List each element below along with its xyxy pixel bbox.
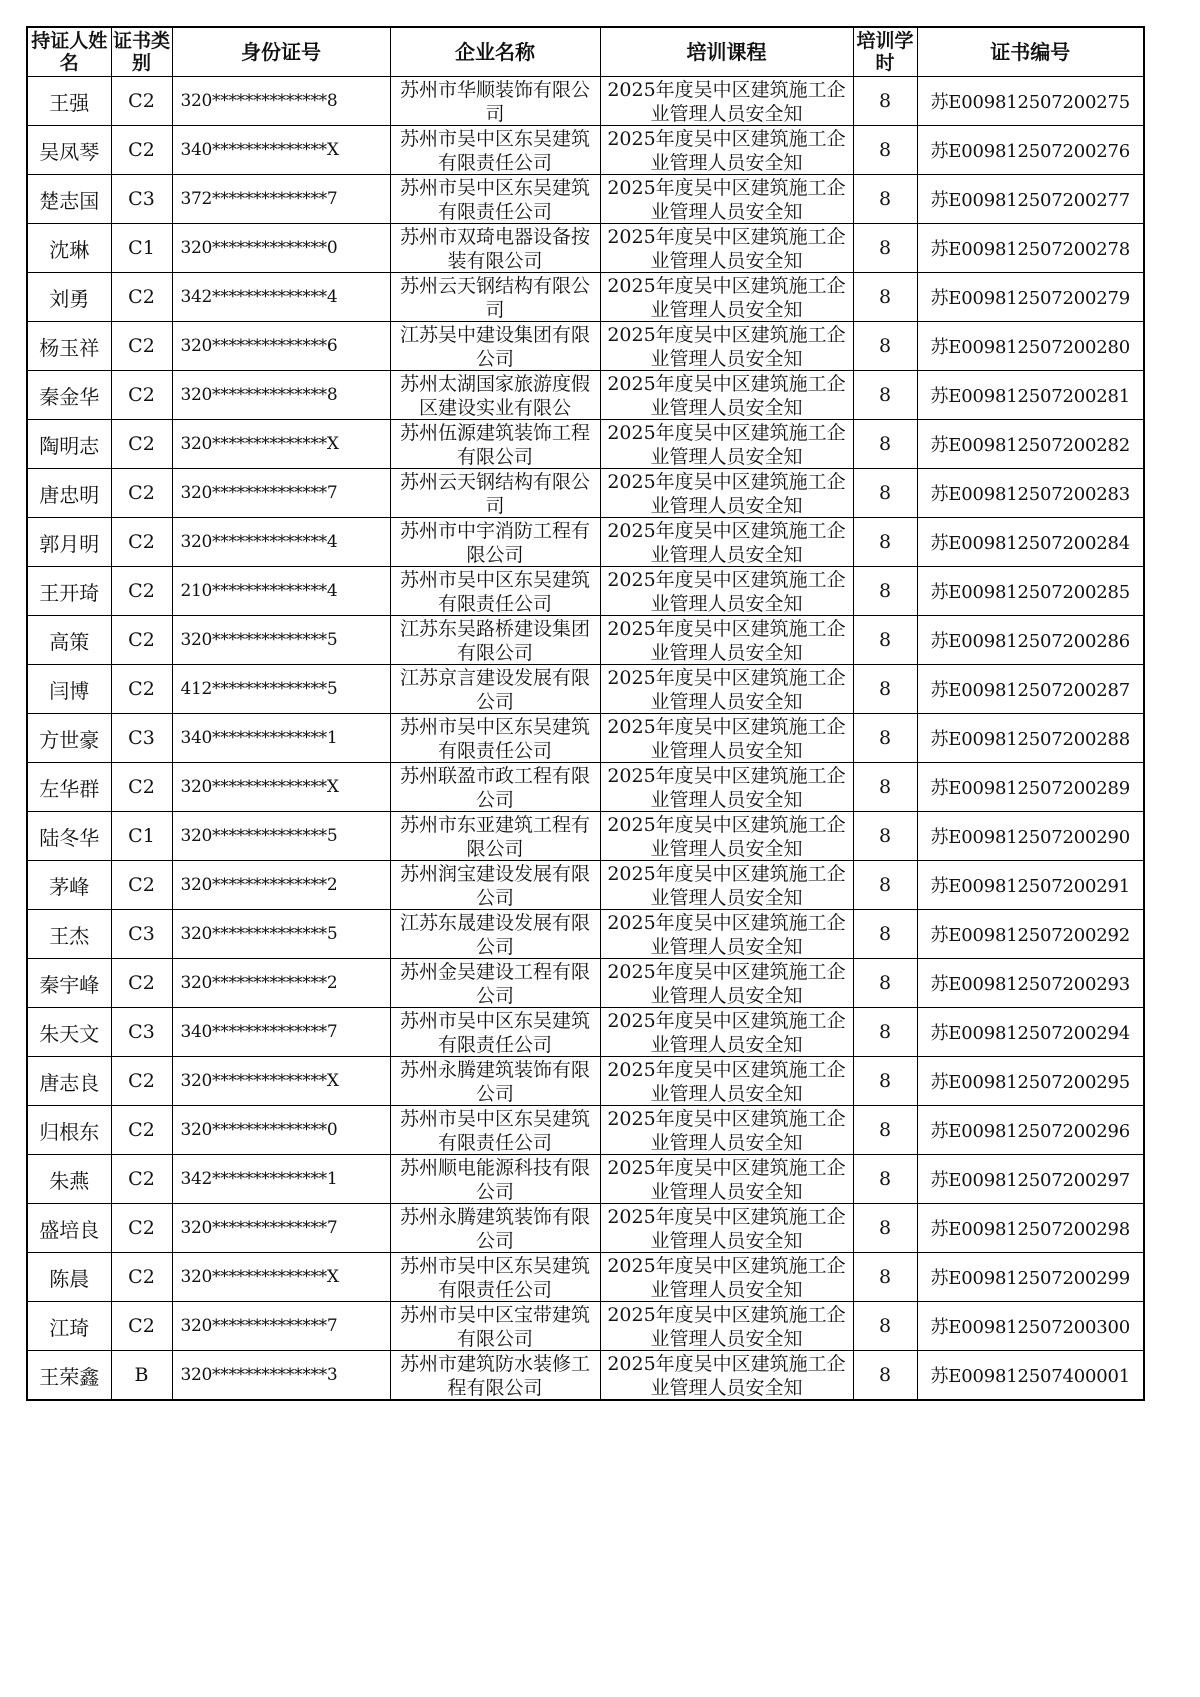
cell-cert-type: C2 (111, 126, 172, 175)
cell-course-text: 2025年度吴中区建筑施工企业管理人员安全知 (607, 666, 846, 712)
cell-name: 陶明志 (27, 420, 111, 469)
cell-name: 陈晨 (27, 1253, 111, 1302)
cell-hours: 8 (853, 77, 917, 126)
cell-cert-type: C3 (111, 1008, 172, 1057)
cell-company-text: 苏州太湖国家旅游度假区建设实业有限公 (399, 372, 590, 418)
cell-course (600, 910, 853, 959)
cell-course-text: 2025年度吴中区建筑施工企业管理人员安全知 (607, 519, 846, 565)
cell-cert-type: C2 (111, 322, 172, 371)
cell-name: 高策 (27, 616, 111, 665)
table-row (27, 322, 1144, 371)
cell-cert-number: 苏E009812507200276 (917, 126, 1144, 175)
cell-course-text: 2025年度吴中区建筑施工企业管理人员安全知 (607, 960, 846, 1006)
cell-id-number: 412**************5 (172, 665, 390, 714)
cell-company-text: 苏州市吴中区东吴建筑有限责任公司 (399, 715, 590, 761)
cell-course-text: 2025年度吴中区建筑施工企业管理人员安全知 (607, 715, 846, 761)
cell-course-text: 2025年度吴中区建筑施工企业管理人员安全知 (607, 372, 846, 418)
cell-name: 沈琳 (27, 224, 111, 273)
cell-name: 吴凤琴 (27, 126, 111, 175)
cell-course-text: 2025年度吴中区建筑施工企业管理人员安全知 (607, 764, 846, 810)
cell-company-text: 江苏吴中建设集团有限公司 (399, 323, 590, 369)
cell-company (390, 1057, 600, 1106)
cell-cert-type: C3 (111, 910, 172, 959)
cell-id-number: 320**************X (172, 420, 390, 469)
cell-company-text: 苏州伍源建筑装饰工程有限公司 (399, 421, 590, 467)
cell-hours: 8 (853, 910, 917, 959)
cell-cert-type: C2 (111, 567, 172, 616)
cell-cert-number: 苏E009812507200291 (917, 861, 1144, 910)
table-header (27, 27, 1144, 77)
cell-cert-number: 苏E009812507200297 (917, 1155, 1144, 1204)
cell-course (600, 224, 853, 273)
cell-cert-number: 苏E009812507200278 (917, 224, 1144, 273)
table-row (27, 224, 1144, 273)
cell-company-text: 苏州市吴中区东吴建筑有限责任公司 (399, 127, 590, 173)
cell-company (390, 665, 600, 714)
cell-company-text: 苏州市吴中区东吴建筑有限责任公司 (399, 568, 590, 614)
cell-course-text: 2025年度吴中区建筑施工企业管理人员安全知 (607, 421, 846, 467)
table-row (27, 1155, 1144, 1204)
cell-hours: 8 (853, 322, 917, 371)
cell-name: 郭月明 (27, 518, 111, 567)
cell-company-text: 苏州市中宇消防工程有限公司 (399, 519, 590, 565)
cell-cert-type: C2 (111, 763, 172, 812)
header-company: 企业名称 (390, 27, 600, 77)
cell-company-text: 江苏京言建设发展有限公司 (399, 666, 590, 712)
table-body (27, 77, 1144, 1401)
cell-course-text: 2025年度吴中区建筑施工企业管理人员安全知 (607, 1107, 846, 1153)
table-row (27, 126, 1144, 175)
cell-company (390, 714, 600, 763)
cell-cert-number: 苏E009812507200296 (917, 1106, 1144, 1155)
table-row (27, 861, 1144, 910)
cell-course-text: 2025年度吴中区建筑施工企业管理人员安全知 (607, 176, 846, 222)
cell-hours: 8 (853, 1253, 917, 1302)
table-row (27, 812, 1144, 861)
header-hours: 培训学时 (853, 27, 917, 77)
cell-cert-number: 苏E009812507200275 (917, 77, 1144, 126)
cell-hours: 8 (853, 616, 917, 665)
cell-id-number: 320**************8 (172, 371, 390, 420)
cell-name: 江琦 (27, 1302, 111, 1351)
cell-cert-type: C2 (111, 665, 172, 714)
cell-id-number: 320**************X (172, 1057, 390, 1106)
cell-course-text: 2025年度吴中区建筑施工企业管理人员安全知 (607, 127, 846, 173)
cell-cert-number: 苏E009812507200286 (917, 616, 1144, 665)
cell-cert-number: 苏E009812507400001 (917, 1351, 1144, 1401)
cell-name: 王杰 (27, 910, 111, 959)
cell-course (600, 469, 853, 518)
cell-course-text: 2025年度吴中区建筑施工企业管理人员安全知 (607, 225, 846, 271)
cell-hours: 8 (853, 861, 917, 910)
cell-company-text: 苏州金吴建设工程有限公司 (399, 960, 590, 1006)
cell-company (390, 812, 600, 861)
cell-company (390, 1302, 600, 1351)
table-row (27, 1253, 1144, 1302)
cell-hours: 8 (853, 1302, 917, 1351)
cell-hours: 8 (853, 665, 917, 714)
cell-name: 归根东 (27, 1106, 111, 1155)
cell-company (390, 1008, 600, 1057)
cell-course-text: 2025年度吴中区建筑施工企业管理人员安全知 (607, 568, 846, 614)
cell-cert-number: 苏E009812507200290 (917, 812, 1144, 861)
cell-name: 杨玉祥 (27, 322, 111, 371)
cell-company-text: 苏州云天钢结构有限公司 (399, 470, 590, 516)
cell-hours: 8 (853, 1106, 917, 1155)
cell-cert-type: C1 (111, 812, 172, 861)
cell-company (390, 224, 600, 273)
cell-course (600, 714, 853, 763)
cell-company-text: 苏州市东亚建筑工程有限公司 (399, 813, 590, 859)
cell-course (600, 763, 853, 812)
table-row (27, 273, 1144, 322)
cell-company-text: 苏州润宝建设发展有限公司 (399, 862, 590, 908)
cell-name: 刘勇 (27, 273, 111, 322)
cell-cert-type: C2 (111, 273, 172, 322)
cell-hours: 8 (853, 1008, 917, 1057)
cell-company-text: 江苏东晟建设发展有限公司 (399, 911, 590, 957)
cell-course-text: 2025年度吴中区建筑施工企业管理人员安全知 (607, 1254, 846, 1300)
cell-cert-type: C2 (111, 1057, 172, 1106)
cell-cert-number: 苏E009812507200282 (917, 420, 1144, 469)
cell-name: 秦宇峰 (27, 959, 111, 1008)
cell-id-number: 340**************7 (172, 1008, 390, 1057)
cell-cert-number: 苏E009812507200289 (917, 763, 1144, 812)
cell-hours: 8 (853, 224, 917, 273)
cell-course-text: 2025年度吴中区建筑施工企业管理人员安全知 (607, 274, 846, 320)
cell-company (390, 616, 600, 665)
cell-cert-number: 苏E009812507200283 (917, 469, 1144, 518)
cell-company-text: 苏州永腾建筑装饰有限公司 (399, 1058, 590, 1104)
cell-course (600, 175, 853, 224)
cell-course-text: 2025年度吴中区建筑施工企业管理人员安全知 (607, 1058, 846, 1104)
cell-course (600, 1155, 853, 1204)
cell-name: 方世豪 (27, 714, 111, 763)
cell-hours: 8 (853, 371, 917, 420)
table-row (27, 77, 1144, 126)
cell-company-text: 苏州市吴中区东吴建筑有限责任公司 (399, 176, 590, 222)
cell-course-text: 2025年度吴中区建筑施工企业管理人员安全知 (607, 323, 846, 369)
table-row (27, 1008, 1144, 1057)
cell-id-number: 320**************3 (172, 1351, 390, 1401)
table-row (27, 665, 1144, 714)
cell-name: 左华群 (27, 763, 111, 812)
cell-company-text: 苏州永腾建筑装饰有限公司 (399, 1205, 590, 1251)
cell-course (600, 616, 853, 665)
cell-company (390, 1204, 600, 1253)
cell-name: 楚志国 (27, 175, 111, 224)
cell-cert-type: C3 (111, 175, 172, 224)
cell-course (600, 1106, 853, 1155)
cell-company (390, 420, 600, 469)
cell-course (600, 861, 853, 910)
cell-hours: 8 (853, 1057, 917, 1106)
cell-name: 王开琦 (27, 567, 111, 616)
cell-name: 盛培良 (27, 1204, 111, 1253)
cell-course (600, 77, 853, 126)
cell-id-number: 320**************7 (172, 1302, 390, 1351)
cell-company-text: 苏州联盈市政工程有限公司 (399, 764, 590, 810)
header-course: 培训课程 (600, 27, 853, 77)
cell-hours: 8 (853, 420, 917, 469)
cell-company (390, 1351, 600, 1401)
cell-cert-number: 苏E009812507200279 (917, 273, 1144, 322)
cell-cert-type: C2 (111, 1302, 172, 1351)
table-row (27, 1106, 1144, 1155)
cell-id-number: 320**************4 (172, 518, 390, 567)
cell-hours: 8 (853, 469, 917, 518)
cell-company-text: 苏州云天钢结构有限公司 (399, 274, 590, 320)
cell-cert-type: C2 (111, 959, 172, 1008)
cell-course-text: 2025年度吴中区建筑施工企业管理人员安全知 (607, 1303, 846, 1349)
cell-hours: 8 (853, 959, 917, 1008)
cell-id-number: 320**************2 (172, 861, 390, 910)
cell-cert-type: C2 (111, 77, 172, 126)
cell-company-text: 苏州市吴中区东吴建筑有限责任公司 (399, 1107, 590, 1153)
header-cert-number: 证书编号 (917, 27, 1144, 77)
cell-cert-type: C2 (111, 1155, 172, 1204)
cell-cert-type: C3 (111, 714, 172, 763)
cell-company (390, 371, 600, 420)
cell-cert-type: C2 (111, 518, 172, 567)
cell-hours: 8 (853, 763, 917, 812)
cell-name: 陆冬华 (27, 812, 111, 861)
cell-id-number: 320**************X (172, 763, 390, 812)
cell-company-text: 苏州顺电能源科技有限公司 (399, 1156, 590, 1202)
table-row (27, 1204, 1144, 1253)
cell-course (600, 1351, 853, 1401)
cell-course (600, 1253, 853, 1302)
cell-company (390, 273, 600, 322)
cell-hours: 8 (853, 812, 917, 861)
cell-company-text: 苏州市华顺装饰有限公司 (399, 78, 590, 124)
cell-company-text: 苏州市吴中区东吴建筑有限责任公司 (399, 1254, 590, 1300)
table-row (27, 420, 1144, 469)
cell-cert-type: C2 (111, 1106, 172, 1155)
cell-company (390, 126, 600, 175)
cell-id-number: 320**************8 (172, 77, 390, 126)
cell-id-number: 320**************0 (172, 1106, 390, 1155)
cell-name: 朱天文 (27, 1008, 111, 1057)
table-row (27, 1302, 1144, 1351)
cell-cert-number: 苏E009812507200293 (917, 959, 1144, 1008)
cell-name: 王荣鑫 (27, 1351, 111, 1401)
cell-course-text: 2025年度吴中区建筑施工企业管理人员安全知 (607, 617, 846, 663)
cell-id-number: 320**************0 (172, 224, 390, 273)
cell-course (600, 273, 853, 322)
cell-name: 茅峰 (27, 861, 111, 910)
cell-company-text: 苏州市吴中区宝带建筑有限公司 (399, 1303, 590, 1349)
cell-cert-number: 苏E009812507200287 (917, 665, 1144, 714)
cell-company (390, 959, 600, 1008)
cell-name: 唐志良 (27, 1057, 111, 1106)
cell-cert-number: 苏E009812507200300 (917, 1302, 1144, 1351)
header-name: 持证人姓名 (27, 27, 111, 77)
cell-name: 秦金华 (27, 371, 111, 420)
cell-hours: 8 (853, 567, 917, 616)
table-row (27, 763, 1144, 812)
cell-course-text: 2025年度吴中区建筑施工企业管理人员安全知 (607, 1352, 846, 1398)
cell-hours: 8 (853, 518, 917, 567)
cell-company (390, 175, 600, 224)
cell-id-number: 320**************6 (172, 322, 390, 371)
cell-company (390, 567, 600, 616)
cell-id-number: 342**************1 (172, 1155, 390, 1204)
cell-name: 王强 (27, 77, 111, 126)
cell-cert-number: 苏E009812507200288 (917, 714, 1144, 763)
cell-cert-type: C2 (111, 371, 172, 420)
table-row (27, 1057, 1144, 1106)
cell-id-number: 320**************5 (172, 910, 390, 959)
cell-id-number: 320**************2 (172, 959, 390, 1008)
cell-course-text: 2025年度吴中区建筑施工企业管理人员安全知 (607, 78, 846, 124)
cell-id-number: 320**************X (172, 1253, 390, 1302)
cell-course (600, 959, 853, 1008)
cell-cert-number: 苏E009812507200298 (917, 1204, 1144, 1253)
table-row (27, 469, 1144, 518)
cell-cert-number: 苏E009812507200285 (917, 567, 1144, 616)
header-row (27, 27, 1144, 77)
cell-course (600, 1008, 853, 1057)
cell-course (600, 322, 853, 371)
cell-cert-type: C2 (111, 469, 172, 518)
cell-course (600, 420, 853, 469)
cell-course-text: 2025年度吴中区建筑施工企业管理人员安全知 (607, 1009, 846, 1055)
cell-course (600, 1204, 853, 1253)
cell-course (600, 518, 853, 567)
table-row (27, 518, 1144, 567)
cell-course (600, 126, 853, 175)
cell-cert-number: 苏E009812507200294 (917, 1008, 1144, 1057)
cell-company (390, 322, 600, 371)
cell-course-text: 2025年度吴中区建筑施工企业管理人员安全知 (607, 911, 846, 957)
cell-cert-type: C2 (111, 616, 172, 665)
cell-hours: 8 (853, 1155, 917, 1204)
cell-id-number: 342**************4 (172, 273, 390, 322)
cell-id-number: 210**************4 (172, 567, 390, 616)
cell-cert-type: C1 (111, 224, 172, 273)
table-row (27, 371, 1144, 420)
cell-cert-type: B (111, 1351, 172, 1401)
cell-id-number: 320**************7 (172, 469, 390, 518)
cell-cert-number: 苏E009812507200292 (917, 910, 1144, 959)
cell-company (390, 861, 600, 910)
cell-course-text: 2025年度吴中区建筑施工企业管理人员安全知 (607, 862, 846, 908)
cell-hours: 8 (853, 175, 917, 224)
cell-cert-number: 苏E009812507200299 (917, 1253, 1144, 1302)
cell-cert-number: 苏E009812507200281 (917, 371, 1144, 420)
cell-course-text: 2025年度吴中区建筑施工企业管理人员安全知 (607, 470, 846, 516)
certificate-table (26, 26, 1145, 1401)
cell-hours: 8 (853, 126, 917, 175)
cell-company-text: 苏州市双琦电器设备按装有限公司 (399, 225, 590, 271)
table-row (27, 616, 1144, 665)
cell-cert-type: C2 (111, 861, 172, 910)
cell-company (390, 1106, 600, 1155)
table-row (27, 910, 1144, 959)
header-id-number: 身份证号 (172, 27, 390, 77)
cell-id-number: 340**************X (172, 126, 390, 175)
cell-company (390, 518, 600, 567)
table-row (27, 714, 1144, 763)
cell-name: 闫博 (27, 665, 111, 714)
cell-name: 朱燕 (27, 1155, 111, 1204)
cell-cert-type: C2 (111, 1204, 172, 1253)
cell-name: 唐忠明 (27, 469, 111, 518)
cell-course-text: 2025年度吴中区建筑施工企业管理人员安全知 (607, 1156, 846, 1202)
header-cert-type: 证书类别 (111, 27, 172, 77)
cell-company-text: 苏州市吴中区东吴建筑有限责任公司 (399, 1009, 590, 1055)
cell-cert-number: 苏E009812507200295 (917, 1057, 1144, 1106)
cell-course (600, 567, 853, 616)
cell-company (390, 1253, 600, 1302)
cell-hours: 8 (853, 714, 917, 763)
cell-company (390, 763, 600, 812)
cell-course (600, 1057, 853, 1106)
cell-company (390, 469, 600, 518)
cell-id-number: 320**************5 (172, 616, 390, 665)
cell-course (600, 1302, 853, 1351)
cell-course (600, 665, 853, 714)
cell-hours: 8 (853, 273, 917, 322)
cell-id-number: 372**************7 (172, 175, 390, 224)
table-row (27, 567, 1144, 616)
cell-cert-type: C2 (111, 1253, 172, 1302)
cell-cert-number: 苏E009812507200284 (917, 518, 1144, 567)
cell-cert-type: C2 (111, 420, 172, 469)
cell-company (390, 1155, 600, 1204)
table-row (27, 1351, 1144, 1401)
cell-course (600, 812, 853, 861)
cell-id-number: 340**************1 (172, 714, 390, 763)
cell-hours: 8 (853, 1204, 917, 1253)
cell-cert-number: 苏E009812507200280 (917, 322, 1144, 371)
cell-course-text: 2025年度吴中区建筑施工企业管理人员安全知 (607, 813, 846, 859)
cell-id-number: 320**************7 (172, 1204, 390, 1253)
table-row (27, 175, 1144, 224)
cell-company (390, 910, 600, 959)
cell-cert-number: 苏E009812507200277 (917, 175, 1144, 224)
cell-course (600, 371, 853, 420)
cell-hours: 8 (853, 1351, 917, 1401)
cell-company (390, 77, 600, 126)
table-row (27, 959, 1144, 1008)
cell-id-number: 320**************5 (172, 812, 390, 861)
cell-course-text: 2025年度吴中区建筑施工企业管理人员安全知 (607, 1205, 846, 1251)
cell-company-text: 江苏东吴路桥建设集团有限公司 (399, 617, 590, 663)
cell-company-text: 苏州市建筑防水装修工程有限公司 (399, 1352, 590, 1398)
